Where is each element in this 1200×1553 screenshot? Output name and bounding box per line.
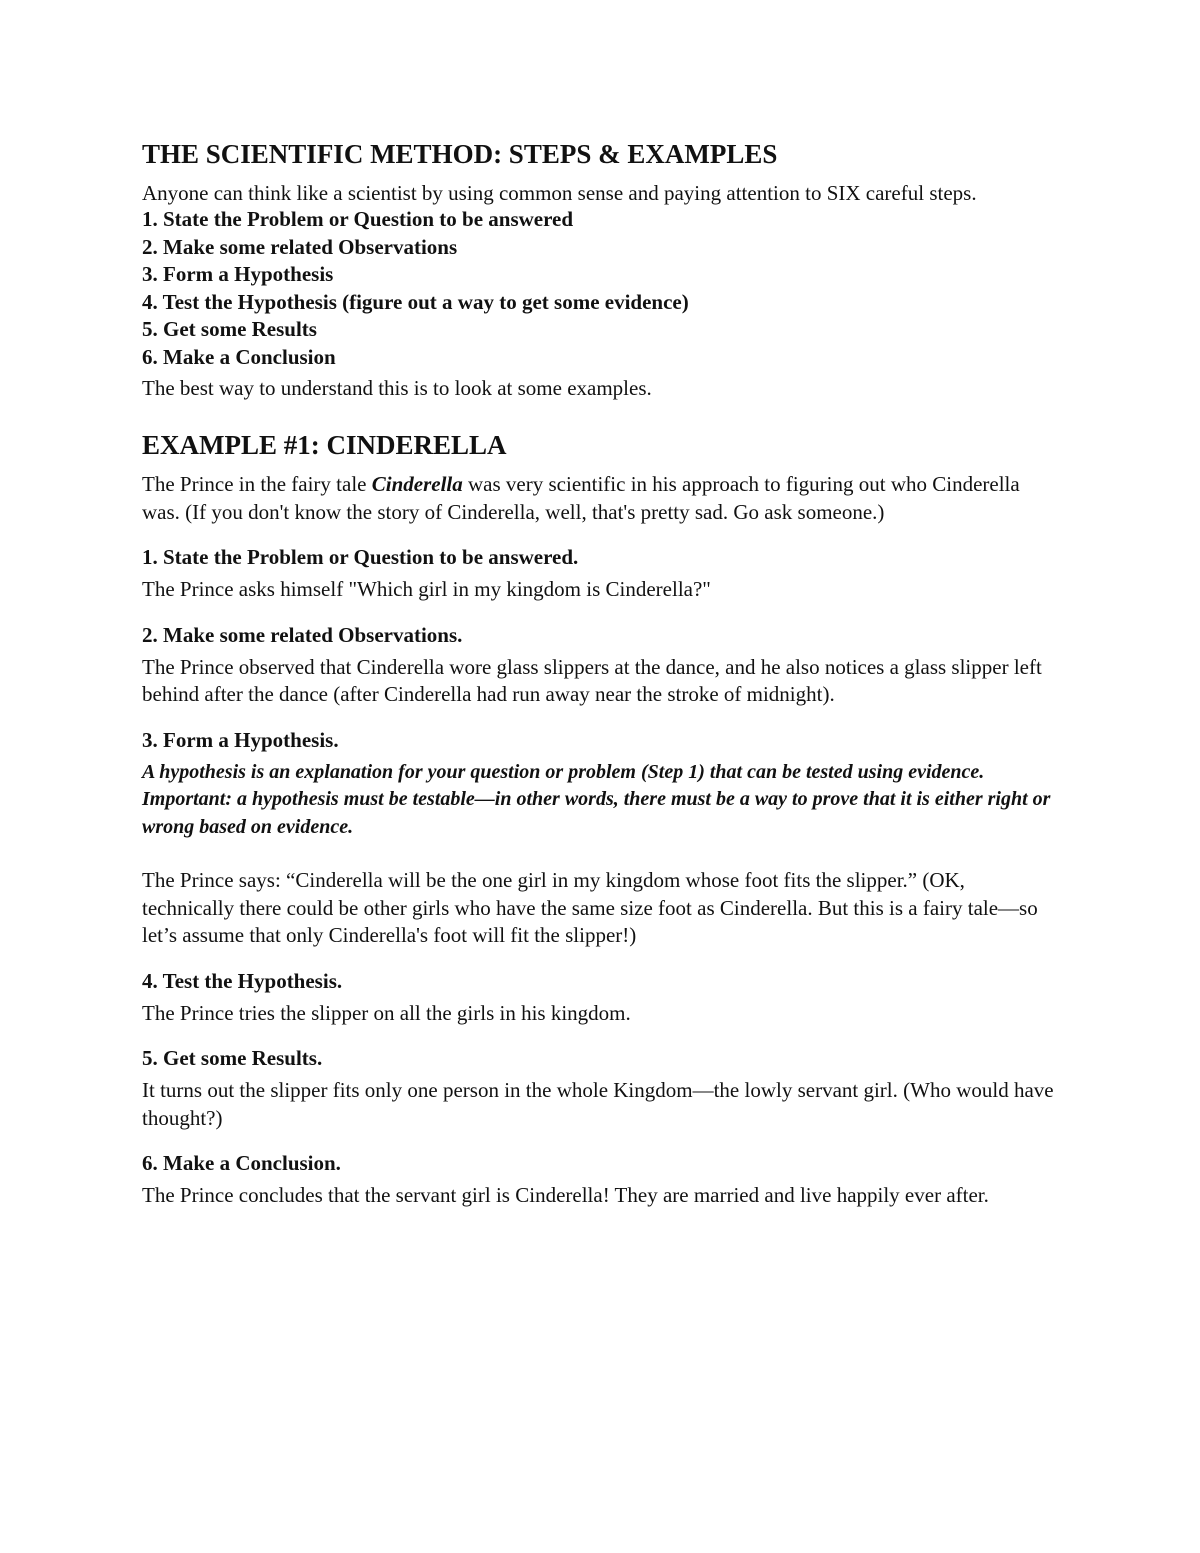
step-section-5 (142, 1045, 1062, 1132)
step-section-3 (142, 727, 1062, 950)
steps-list (142, 206, 1062, 371)
story-title: Cinderella (371, 472, 463, 496)
step-text: The Prince tries the slipper on all the girls in his kingdom. (142, 1000, 631, 1025)
step-section-1 (142, 544, 1062, 604)
document-title: THE SCIENTIFIC METHOD: STEPS & EXAMPLES (142, 139, 778, 169)
step-section-4 (142, 968, 1062, 1028)
step-text: The Prince observed that Cinderella wore glass slippers at the dance, and he also notices a glass slipper left behind after the dance (after Cinderella had run away near the stroke of midnight). (142, 654, 1042, 706)
step-heading: 1. State the Problem or Question to be answered. (142, 545, 579, 569)
step-item: 6. Make a Conclusion (142, 344, 336, 369)
step-item: 3. Form a Hypothesis (142, 262, 334, 286)
outro-paragraph: The best way to understand this is to look at some examples. (142, 376, 652, 400)
example-intro-before: The Prince in the fairy tale (142, 472, 372, 496)
step-item: 5. Get some Results (142, 317, 317, 341)
step-section-6 (142, 1150, 1062, 1210)
step-text: The Prince asks himself "Which girl in my kingdom is Cinderella?" (142, 577, 711, 601)
step-heading: 4. Test the Hypothesis. (142, 968, 343, 993)
hypothesis-definition: A hypothesis is an explanation for your question or problem (Step 1) that can be tested using evidence. Important: a hypothesis must be testable—in other words, there must be a way to prove that it is either right or wrong based on evidence. (142, 760, 1051, 838)
step-item: 2. Make some related Observations (142, 234, 458, 259)
step-item: 4. Test the Hypothesis (figure out a way to get some evidence) (142, 289, 689, 314)
document-page (142, 138, 1062, 1210)
step-text: It turns out the slipper fits only one person in the whole Kingdom—the lowly servant girl. (Who would have thought?) (142, 1078, 1054, 1130)
step-text: The Prince concludes that the servant girl is Cinderella! They are married and live happily ever after. (142, 1183, 989, 1207)
step-item: 1. State the Problem or Question to be answered (142, 207, 574, 231)
step-heading: 6. Make a Conclusion. (142, 1151, 341, 1175)
example-intro (142, 471, 1062, 526)
example-intro-after: was very scientific in his approach to figuring out who Cinderella was. (If you don't know the story of Cinderella, well, that's pretty sad. Go ask someone.) (142, 472, 1020, 524)
intro-paragraph: Anyone can think like a scientist by using common sense and paying attention to SIX careful steps. (142, 181, 977, 205)
example-title: EXAMPLE #1: CINDERELLA (142, 430, 507, 460)
step-heading: 3. Form a Hypothesis. (142, 727, 339, 752)
step-heading: 2. Make some related Observations. (142, 622, 463, 647)
step-section-2 (142, 622, 1062, 709)
step-text: The Prince says: “Cinderella will be the one girl in my kingdom whose foot fits the slipper.” (OK, technically there could be other girls who have the same size foot as Cinderella. But this is a fairy tale—so let’s assume that only Cinderella's foot will fit the slipper!) (142, 868, 1038, 947)
step-heading: 5. Get some Results. (142, 1046, 323, 1070)
